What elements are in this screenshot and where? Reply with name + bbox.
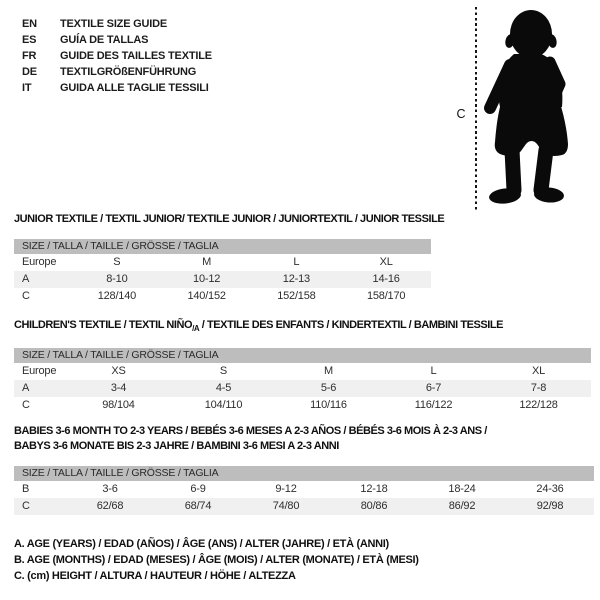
title-line-1: BABIES 3-6 MONTH TO 2-3 YEARS / BEBÉS 3-6 MESES A 2-3 AÑOS / BÉBÉS 3-6 MOIS À 2-3 ANS / bbox=[14, 425, 487, 437]
language-code: IT bbox=[22, 82, 32, 94]
title-text: / TEXTILE DES ENFANTS / KINDERTEXTIL / BAMBINI TESSILE bbox=[199, 319, 504, 331]
table-row-europe bbox=[14, 254, 431, 271]
size-cell: M bbox=[324, 365, 333, 378]
size-cell: XS bbox=[111, 365, 126, 378]
table-row-age-months bbox=[14, 481, 594, 498]
row-label: Europe bbox=[22, 365, 57, 378]
title-subscript: /A bbox=[192, 324, 200, 334]
age-cell: 3-4 bbox=[110, 382, 127, 395]
row-label: C bbox=[22, 290, 30, 302]
height-cell: 158/170 bbox=[366, 290, 406, 302]
table-row-height bbox=[14, 288, 431, 305]
language-row-es bbox=[22, 32, 212, 48]
height-cell: 74/80 bbox=[272, 500, 300, 512]
language-list bbox=[22, 16, 212, 96]
table-row-europe bbox=[14, 363, 591, 380]
height-cell: 122/128 bbox=[519, 399, 558, 412]
language-code: DE bbox=[22, 66, 37, 78]
language-label: GUÍA DE TALLAS bbox=[60, 34, 149, 46]
measure-label-c: C bbox=[456, 107, 466, 121]
childrens-table-title bbox=[14, 319, 591, 335]
height-cell: 68/74 bbox=[184, 500, 212, 512]
language-code: EN bbox=[22, 18, 37, 30]
age-cell: 3-6 bbox=[102, 483, 118, 495]
age-cell: 4-5 bbox=[215, 382, 232, 395]
size-cell: L bbox=[430, 365, 437, 378]
language-row-de bbox=[22, 64, 212, 80]
age-cell: 9-12 bbox=[275, 483, 297, 495]
junior-size-table bbox=[14, 213, 445, 305]
height-cell: 116/122 bbox=[414, 399, 453, 412]
table-row-age bbox=[14, 271, 431, 288]
age-cell: 7-8 bbox=[530, 382, 547, 395]
table-row-height bbox=[14, 498, 594, 515]
age-cell: 10-12 bbox=[193, 273, 221, 285]
language-row-fr bbox=[22, 48, 212, 64]
language-row-en bbox=[22, 16, 212, 32]
babies-table-title bbox=[14, 424, 594, 454]
language-code: ES bbox=[22, 34, 37, 46]
size-cell: S bbox=[219, 365, 228, 378]
age-cell: 8-10 bbox=[106, 273, 128, 285]
junior-table-title: JUNIOR TEXTILE / TEXTIL JUNIOR/ TEXTILE JUNIOR / JUNIORTEXTIL / JUNIOR TESSILE bbox=[14, 213, 445, 225]
height-cell: 86/92 bbox=[448, 500, 476, 512]
childrens-size-table bbox=[14, 319, 591, 414]
language-label: TEXTILE SIZE GUIDE bbox=[60, 18, 168, 30]
age-cell: 14-16 bbox=[372, 273, 400, 285]
age-cell: 6-9 bbox=[190, 483, 206, 495]
table-row-height bbox=[14, 397, 591, 414]
table-row-age bbox=[14, 380, 591, 397]
size-header-bar: SIZE / TALLA / TAILLE / GRÖSSE / TAGLIA bbox=[14, 466, 594, 481]
note-c: C. (cm) HEIGHT / ALTURA / HAUTEUR / HÖHE / ALTEZZA bbox=[14, 570, 296, 582]
note-a: A. AGE (YEARS) / EDAD (AÑOS) / ÂGE (ANS) / ALTER (JAHRE) / ETÀ (ANNI) bbox=[14, 538, 389, 550]
size-cell: XL bbox=[379, 256, 393, 268]
size-header-bar: SIZE / TALLA / TAILLE / GRÖSSE / TAGLIA bbox=[14, 239, 431, 254]
height-cell: 104/110 bbox=[204, 399, 243, 412]
height-cell: 98/104 bbox=[102, 399, 135, 412]
size-cell: S bbox=[113, 256, 121, 268]
age-cell: 6-7 bbox=[425, 382, 442, 395]
size-cell: XL bbox=[531, 365, 546, 378]
height-cell: 92/98 bbox=[536, 500, 564, 512]
height-cell: 80/86 bbox=[360, 500, 388, 512]
toddler-silhouette bbox=[474, 4, 594, 212]
row-label: B bbox=[22, 483, 30, 495]
height-cell: 62/68 bbox=[96, 500, 124, 512]
age-cell: 12-13 bbox=[282, 273, 310, 285]
size-header-bar: SIZE / TALLA / TAILLE / GRÖSSE / TAGLIA bbox=[14, 348, 591, 363]
age-cell: 18-24 bbox=[448, 483, 476, 495]
title-line-2: BABYS 3-6 MONATE BIS 2-3 JAHRE / BAMBINI 3-6 MESI A 2-3 ANNI bbox=[14, 440, 339, 452]
row-label: Europe bbox=[22, 256, 57, 268]
legend-notes bbox=[14, 536, 419, 584]
age-cell: 12-18 bbox=[360, 483, 388, 495]
language-label: GUIDA ALLE TAGLIE TESSILI bbox=[60, 82, 209, 94]
language-label: GUIDE DES TAILLES TEXTILE bbox=[60, 50, 212, 62]
language-code: FR bbox=[22, 50, 37, 62]
row-label: C bbox=[22, 399, 30, 412]
height-cell: 110/116 bbox=[310, 399, 347, 412]
babies-size-table bbox=[14, 424, 594, 515]
row-label: A bbox=[22, 382, 30, 395]
age-cell: 5-6 bbox=[320, 382, 337, 395]
height-cell: 152/158 bbox=[277, 290, 316, 302]
height-cell: 128/140 bbox=[97, 290, 137, 302]
note-b: B. AGE (MONTHS) / EDAD (MESES) / ÂGE (MOIS) / ALTER (MONATE) / ETÀ (MESI) bbox=[14, 554, 419, 566]
language-row-it bbox=[22, 80, 212, 96]
size-cell: M bbox=[202, 256, 212, 268]
age-cell: 24-36 bbox=[536, 483, 564, 495]
title-text: CHILDREN'S TEXTILE / TEXTIL NIÑO bbox=[14, 319, 193, 331]
size-cell: L bbox=[293, 256, 300, 268]
row-label: A bbox=[22, 273, 30, 285]
height-cell: 140/152 bbox=[187, 290, 226, 302]
row-label: C bbox=[22, 500, 30, 512]
language-label: TEXTILGRÖßENFÜHRUNG bbox=[60, 66, 197, 78]
